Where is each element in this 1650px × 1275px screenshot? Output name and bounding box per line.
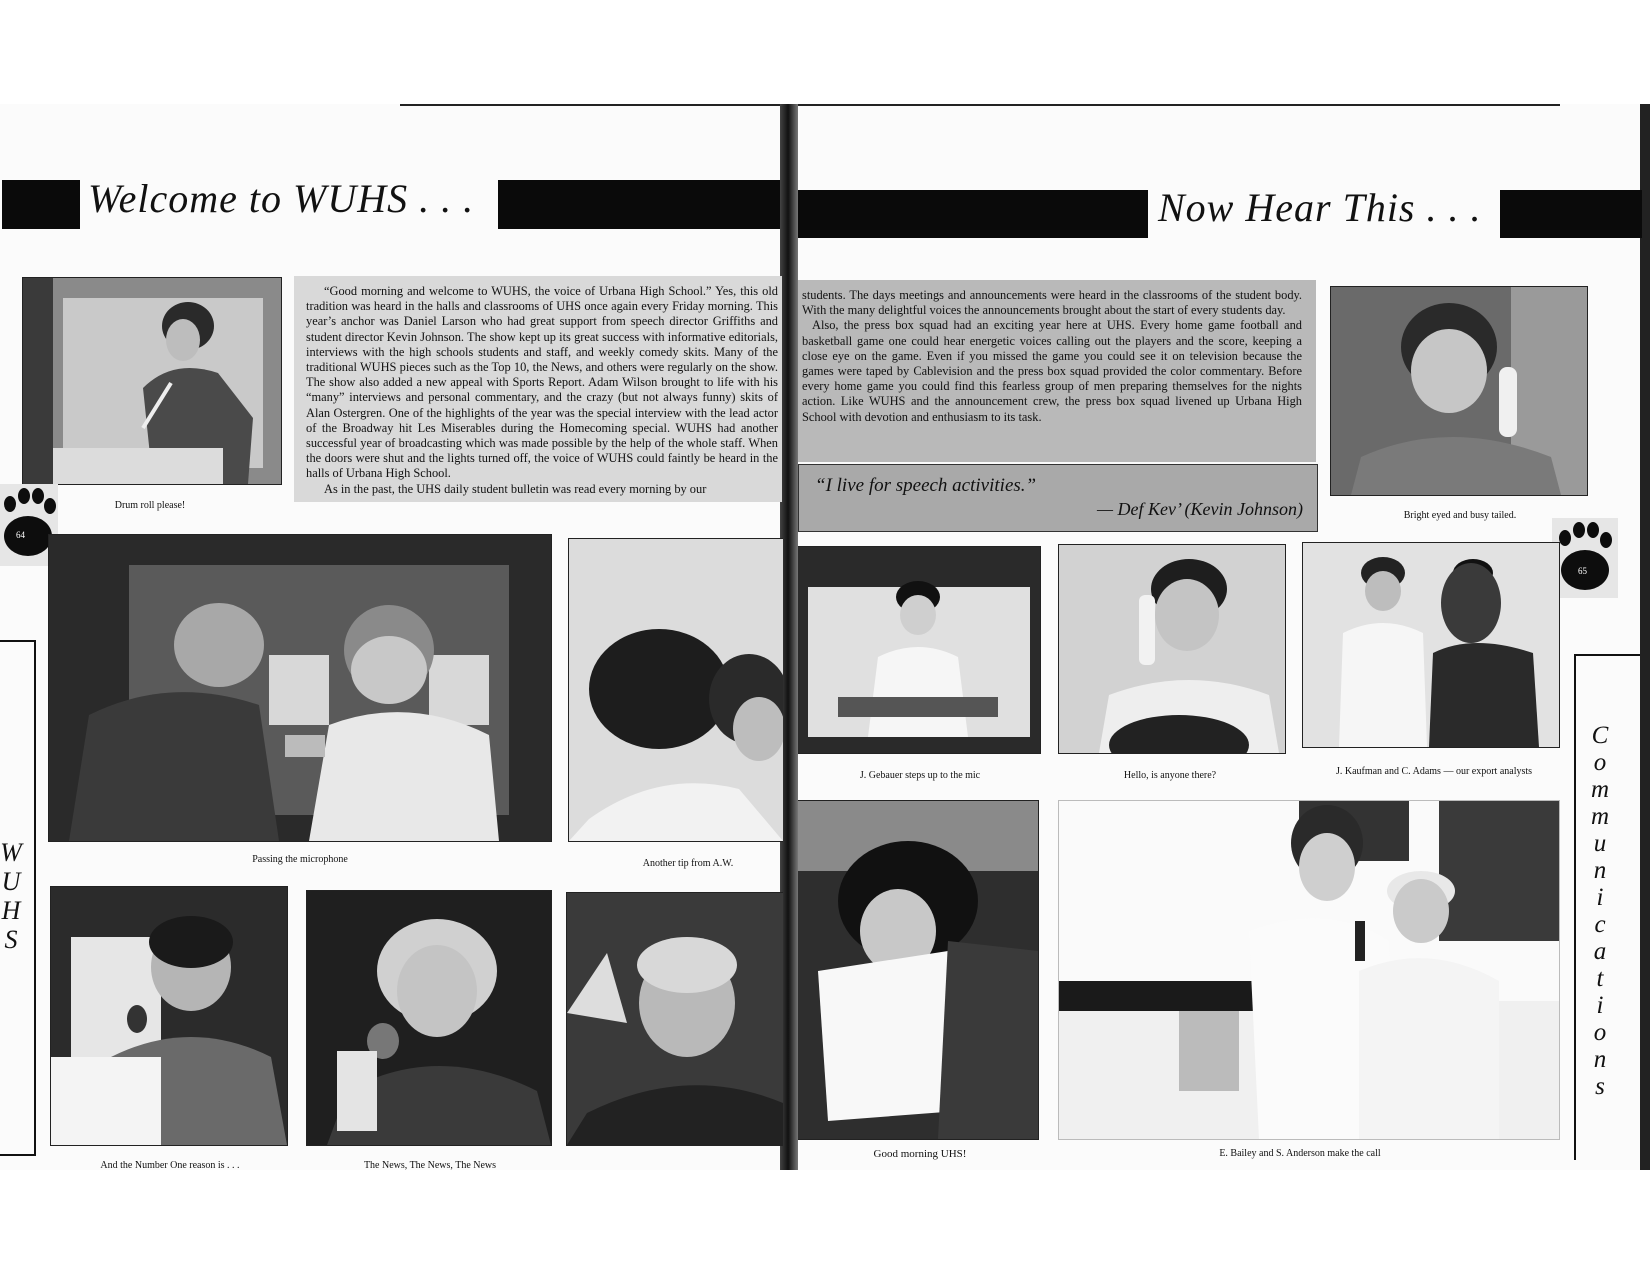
photo-good-morning	[798, 800, 1039, 1140]
left-title-bar-left	[2, 180, 80, 229]
left-page-title: Welcome to WUHS . . .	[88, 176, 475, 221]
right-side-rule	[1574, 654, 1576, 1160]
left-article-text	[294, 276, 782, 502]
photo-staff-member	[566, 892, 783, 1146]
right-page-number: 65	[1578, 566, 1587, 576]
caption-another-tip: Another tip from A.W.	[642, 858, 734, 869]
side-letter: W	[0, 838, 22, 867]
photo-the-news	[306, 890, 552, 1146]
right-page-title: Now Hear This . . .	[1158, 185, 1482, 230]
photo-passing-microphone	[48, 534, 552, 842]
caption-make-the-call: E. Bailey and S. Anderson make the call	[1219, 1148, 1381, 1159]
side-letter: S	[4, 925, 18, 954]
caption-the-news: The News, The News, The News	[363, 1160, 497, 1171]
left-side-rule-top	[0, 640, 36, 642]
side-letter: i	[1596, 884, 1604, 911]
left-side-rule	[34, 640, 36, 1156]
photo-drum-roll	[22, 277, 282, 485]
side-letter: i	[1596, 992, 1604, 1019]
side-letter: c	[1594, 911, 1606, 938]
photo-export-analysts	[1302, 542, 1560, 748]
right-article-text	[798, 280, 1316, 462]
right-title-bar-right	[1500, 190, 1642, 238]
caption-number-one-reason: And the Number One reason is . . .	[100, 1160, 240, 1171]
side-letter: o	[1593, 749, 1607, 776]
side-letter: u	[1593, 830, 1607, 857]
quote-text: “I live for speech activities.”	[815, 475, 1037, 496]
photo-bright-eyed	[1330, 286, 1588, 496]
caption-bright-eyed: Bright eyed and busy tailed.	[1403, 510, 1517, 521]
side-letter: a	[1593, 938, 1607, 965]
left-page-number: 64	[16, 530, 25, 540]
photo-make-the-call	[1058, 800, 1560, 1140]
caption-hello: Hello, is anyone there?	[1123, 770, 1217, 781]
side-letter: m	[1590, 803, 1610, 830]
article-paragraph-2: As in the past, the UHS daily student bulletin was read every morning by our	[324, 481, 707, 496]
top-edge-line	[400, 104, 1560, 106]
photo-another-tip	[568, 538, 783, 842]
photo-hello-phone	[1058, 544, 1286, 754]
side-letter: o	[1593, 1019, 1607, 1046]
side-letter: H	[1, 896, 21, 925]
caption-export-analysts: J. Kaufman and C. Adams — our export analysts	[1335, 766, 1533, 777]
side-letter: n	[1593, 1046, 1607, 1073]
article-paragraph-1: “Good morning and welcome to WUHS, the voice of Urbana High School.” Yes, this old tradition was heard in the halls and classrooms of UHS once again every Friday morning. This year’s anchor was Daniel Larson who had great support from speech director Griffiths and student director Kevin Johnson. The show kept up its great success with informative editorials, interviews with the high schools students and staff, and weekly comedy skits. Many of the traditional WUHS pieces such as the Top 10, the News, and others were regularly on the show. The show also added a new appeal with Sports Report. Adam Wilson brought to life with his “many” interviews and personal commentary, and the crazy (but not always funny) skits of Alan Ostergren. One of the highlights of the year was the special interview with the lead actor of the Broadway hit Les Miserables during the Homecoming special. WUHS had another successful year of broadcasting which was made possible by the help of the whole staff. When the doors were shut and the lights turned off, the voice of WUHS could faintly be heard in the halls of Urbana High School.	[306, 284, 778, 481]
quote-attribution: — Def Kev’ (Kevin Johnson)	[1097, 499, 1303, 519]
article-paragraph-4: Also, the press box squad had an exciting year here at UHS. Every home game football and basketball game one could hear energetic voices calling out the players and the score, keeping a close eye on the game. Even if you missed the game you could see it on television because the games were taped by Cablevision and the press box squad provided the color commentary. Before every home game you could find this fearless group of men preparing themselves for the nights action. Like WUHS and the announcement crew, the press box squad livened up Urbana High School with devotion and enthusiasm to its task.	[802, 318, 1302, 424]
side-letter: C	[1591, 722, 1609, 749]
side-letter: U	[1, 867, 21, 896]
left-side-label	[0, 838, 22, 954]
side-letter: t	[1596, 965, 1604, 992]
side-letter: n	[1593, 857, 1607, 884]
side-letter: m	[1590, 776, 1610, 803]
left-title-bar-right	[498, 180, 780, 229]
caption-drum-roll: Drum roll please!	[114, 500, 186, 511]
photo-number-one-reason	[50, 886, 288, 1146]
article-paragraph-3: students. The days meetings and announcements were heard in the classrooms of the student body. With the many delightful voices the announcements brought about the start of every students day.	[802, 288, 1302, 318]
left-side-rule-bottom	[0, 1154, 36, 1156]
side-letter: s	[1595, 1073, 1605, 1100]
paw-print-icon	[1552, 518, 1618, 598]
right-side-rule-top	[1574, 654, 1640, 656]
caption-passing-microphone: Passing the microphone	[252, 854, 348, 865]
caption-gebauer: J. Gebauer steps up to the mic	[859, 770, 981, 781]
right-title-bar-left	[798, 190, 1148, 238]
quote-box	[798, 464, 1318, 532]
right-edge-shadow	[1640, 104, 1650, 1170]
caption-good-morning: Good morning UHS!	[873, 1148, 967, 1160]
photo-gebauer-mic	[798, 546, 1041, 754]
right-side-label	[1586, 722, 1614, 1100]
